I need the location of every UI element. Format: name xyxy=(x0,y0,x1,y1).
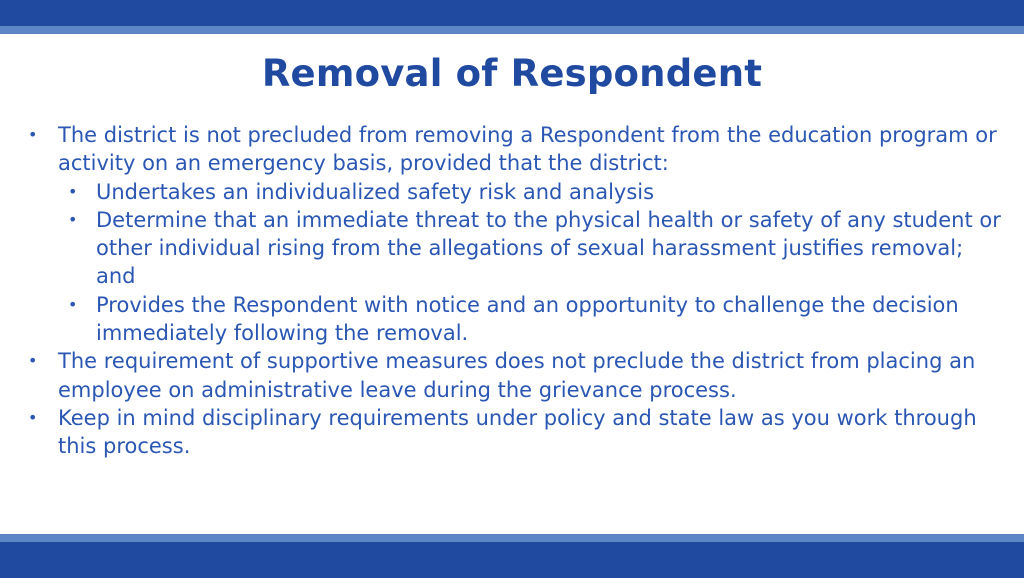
bullet-text: The district is not precluded from removing a Respondent from the education program or activity on an emergency basis, provided that the district: xyxy=(58,123,997,176)
bullet-marker: • xyxy=(28,351,38,371)
bottom-banner-bar xyxy=(0,542,1024,578)
bullet-marker: • xyxy=(28,407,38,427)
sub-bullet-text: Determine that an immediate threat to the physical health or safety of any student or other individual rising from the allegations of sexual harassment justifies removal; and xyxy=(96,207,1001,289)
top-accent-stripe xyxy=(0,26,1024,34)
bullet-text: The requirement of supportive measures does not preclude the district from placing an employee on administrative leave during the grievance process. xyxy=(58,349,976,402)
bullet-item xyxy=(0,404,1024,461)
bullet-text: Keep in mind disciplinary requirements under policy and state law as you work through this process. xyxy=(58,405,977,459)
bullet-item xyxy=(0,347,1024,404)
sub-bullet-marker: • xyxy=(68,181,78,201)
sub-bullet-item xyxy=(58,178,1004,206)
slide-title: Removal of Respondent xyxy=(261,52,763,95)
sub-bullet-text: Undertakes an individualized safety risk and analysis xyxy=(96,179,655,204)
sub-bullet-marker: • xyxy=(68,209,78,229)
bullet-item xyxy=(0,121,1024,347)
sub-bullet-list xyxy=(58,178,1004,348)
sub-bullet-marker: • xyxy=(68,294,78,314)
sub-bullet-text: Provides the Respondent with notice and an opportunity to challenge the decision immediately following the removal. xyxy=(96,292,959,346)
sub-bullet-item xyxy=(58,206,1004,291)
sub-bullet-item xyxy=(58,291,1004,348)
bullet-marker: • xyxy=(28,125,38,144)
top-banner-bar xyxy=(0,0,1024,26)
bottom-accent-stripe xyxy=(0,534,1024,542)
bullet-list xyxy=(0,121,1024,461)
